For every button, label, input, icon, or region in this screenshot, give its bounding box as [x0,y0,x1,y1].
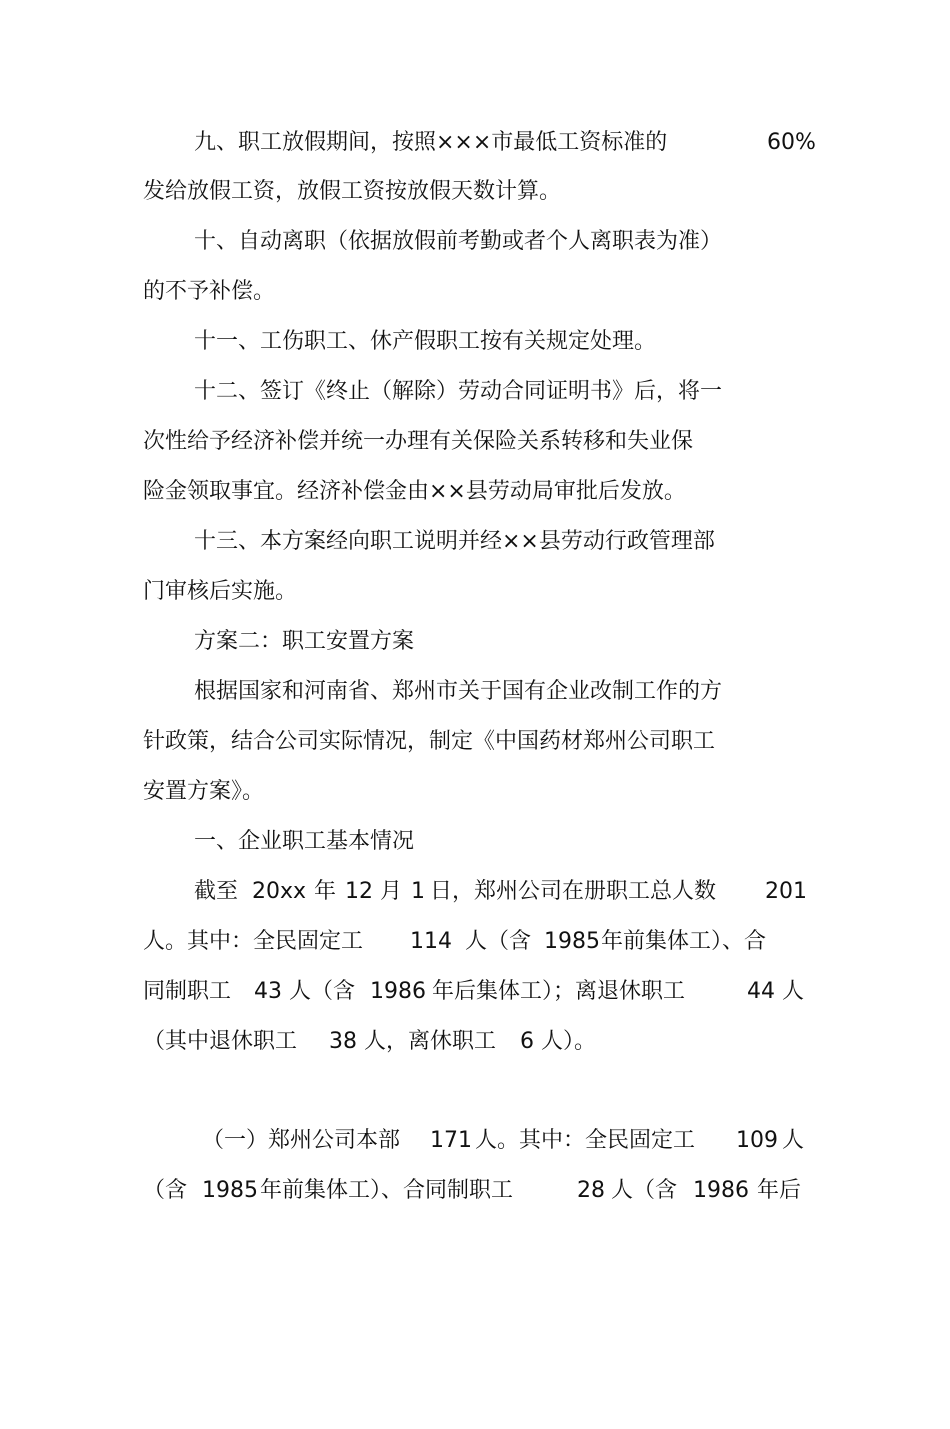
text-segment: 年 [314,879,337,904]
text-segment: 九、职工放假期间，按照×××市最低工资标准的 [194,130,668,155]
text-segment: 1985 [544,929,600,954]
text-segment: 次性给予经济补偿并统一办理有关保险关系转移和失业保 [143,429,694,454]
text-segment: 年前集体工）、合 [601,929,767,954]
text-segment: 1986 [693,1178,749,1203]
text-segment: （含 [143,1178,188,1203]
text-segment: 171 [430,1128,472,1153]
text-segment: 年后 [757,1178,802,1203]
text-segment: 1985 [202,1178,258,1203]
text-segment: 针政策，结合公司实际情况，制定《中国药材郑州公司职工 [143,729,716,754]
text-segment: 险金领取事宜。经济补偿金由××县劳动局审批后发放。 [143,479,686,504]
text-segment: 114 [410,929,452,954]
text-segment: 安置方案》。 [143,779,265,804]
text-segment: 同制职工 [143,979,232,1004]
text-segment: 109 [736,1128,778,1153]
text-segment: 的不予补偿。 [143,279,276,304]
text-segment: 201 [765,879,807,904]
text-segment: 十二、签订《终止（解除）劳动合同证明书》后，将一 [194,379,723,404]
text-segment: 门审核后实施。 [143,579,298,604]
text-segment: 1 [411,879,425,904]
text-segment: 人。其中：全民固定工 [475,1128,696,1153]
text-segment: 38 [329,1029,357,1054]
text-segment: 6 [520,1029,534,1054]
text-segment: 人（含 [289,979,356,1004]
text-segment: 方案二：职工安置方案 [194,629,415,654]
text-segment: 发给放假工资，放假工资按放假天数计算。 [143,179,562,204]
text-segment: 月 [380,879,403,904]
text-segment: 44 [747,979,775,1004]
text-segment: （一）郑州公司本部 [202,1128,401,1153]
text-segment: 十一、工伤职工、休产假职工按有关规定处理。 [194,329,657,354]
paragraph-line [0,1177,802,1429]
text-segment: 日，郑州公司在册职工总人数 [430,879,717,904]
text-segment: 人（含 [611,1178,678,1203]
text-segment: 截至 [194,879,239,904]
text-segment: 人。其中：全民固定工 [143,929,364,954]
text-segment: 人，离休职工 [364,1029,497,1054]
text-segment: 十、自动离职（依据放假前考勤或者个人离职表为准） [194,229,723,254]
text-segment: 一、企业职工基本情况 [194,829,415,854]
text-segment: 年前集体工）、合同制职工 [260,1178,514,1203]
text-segment: 人）。 [541,1029,597,1054]
text-segment: （其中退休职工 [143,1029,298,1054]
text-segment: 60% [767,130,816,155]
text-segment: 人 [782,979,805,1004]
text-segment: 十三、本方案经向职工说明并经××县劳动行政管理部 [194,529,715,554]
text-segment: 人 [782,1128,805,1153]
text-segment: 12 [345,879,373,904]
text-segment: 28 [577,1178,605,1203]
text-segment: 20xx [252,879,307,904]
text-segment: 根据国家和河南省、郑州市关于国有企业改制工作的方 [194,679,723,704]
text-segment: 年后集体工）；离退休职工 [432,979,686,1004]
text-segment: 43 [254,979,282,1004]
text-segment: 1986 [370,979,426,1004]
text-segment: 人（含 [465,929,532,954]
